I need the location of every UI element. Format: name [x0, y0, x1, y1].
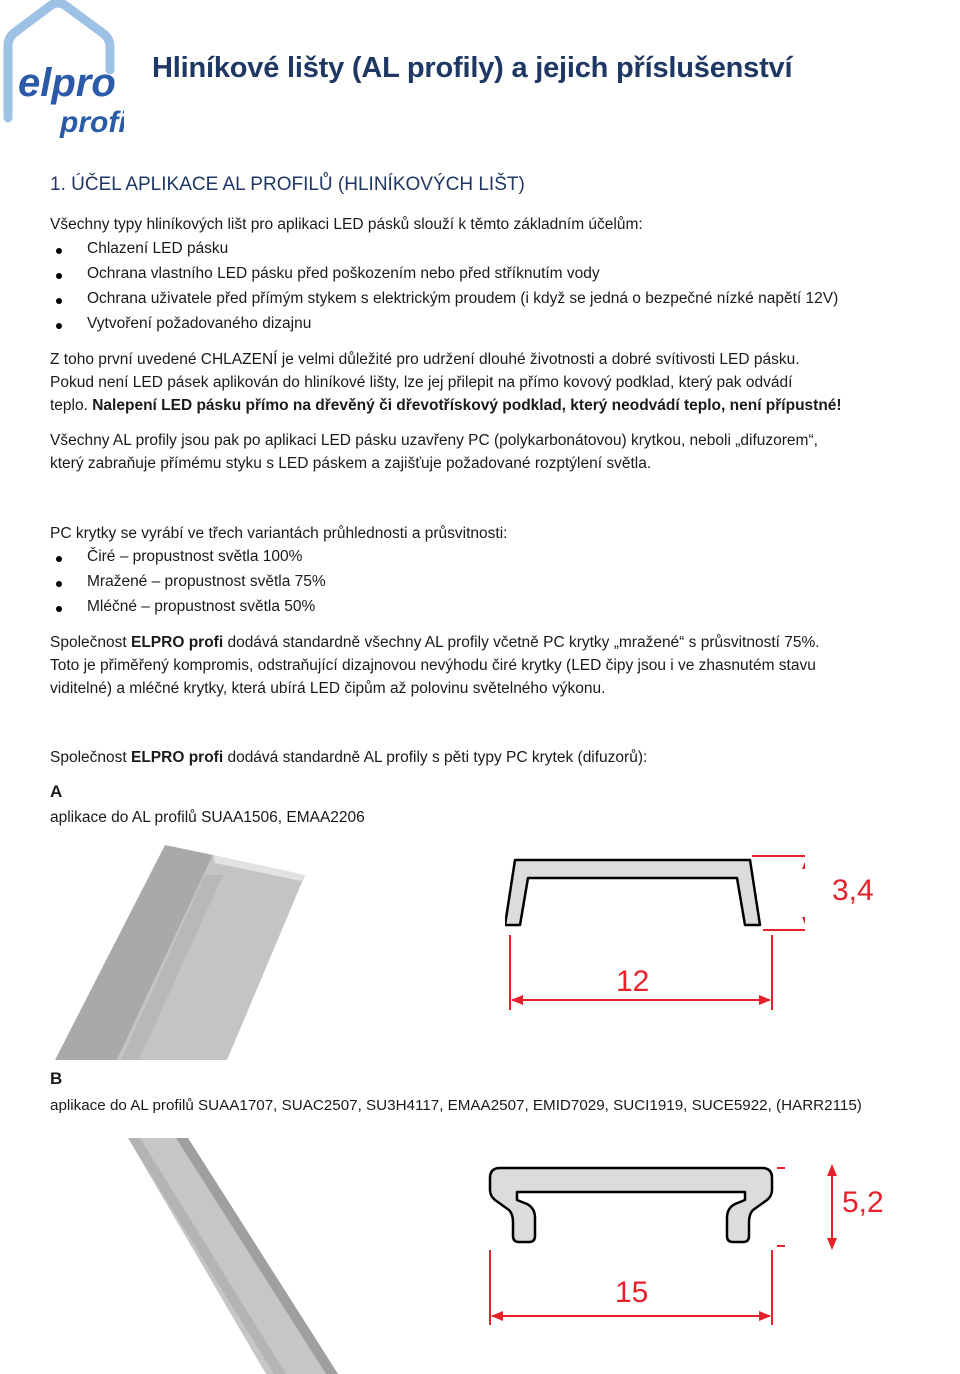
profile-shape	[490, 1168, 772, 1242]
arrow-icon	[802, 917, 805, 929]
cooling-warning: Nalepení LED pásku přímo na dřevěný či dřevotřískový podklad, který neodvádí teplo, není přípustné!	[92, 397, 842, 414]
cooling-paragraph-line: Z toho první uvedené CHLAZENÍ je velmi důležité pro udržení dlouhé životnosti a dobré svítivosti LED pásku.	[50, 351, 800, 368]
cover-paragraph-line: Všechny AL profily jsou pak po aplikaci LED pásku uzavřeny PC (polykarbonátovou) krytkou, neboli „difuzorem“,	[50, 432, 818, 449]
arrow-icon	[491, 1311, 503, 1321]
dimension-width-label: 12	[616, 965, 650, 998]
dimension-height-label: 5,2	[842, 1186, 884, 1219]
types-intro: Společnost ELPRO profi dodává standardně AL profily s pěti typy PC krytek (difuzorů):	[50, 749, 648, 766]
bullet-icon	[56, 556, 62, 562]
cover-type-letter: B	[50, 1069, 63, 1088]
page-title: Hliníkové lišty (AL profily) a jejich příslušenství	[152, 52, 793, 84]
bullet-icon	[56, 323, 62, 329]
variants-intro: PC krytky se vyrábí ve třech variantách průhlednosti a průsvitnosti:	[50, 525, 508, 542]
company-name: ELPRO profi	[131, 749, 224, 766]
arrow-icon	[802, 857, 805, 869]
section-heading: 1. ÚČEL APLIKACE AL PROFILŮ (HLINÍKOVÝCH LIŠT)	[50, 174, 525, 195]
cover-paragraph-line: který zabraňuje přímému styku s LED páskem a zajišťuje požadované rozptýlení světla.	[50, 455, 652, 472]
svg-text:elpro: elpro	[18, 61, 116, 105]
svg-text:profi: profi	[60, 106, 124, 139]
arrow-icon	[759, 995, 771, 1005]
elpro-profi-logo	[0, 0, 124, 140]
standard-paragraph-line: Toto je přiměřený kompromis, odstraňující dizajnovou nevýhodu čiré krytky (LED čipy jsou i ve zhasnutém stavu	[50, 657, 816, 674]
cover-type-letter: A	[50, 782, 63, 801]
cover-a-photo	[55, 845, 305, 1060]
bullet-icon	[56, 273, 62, 279]
arrow-icon	[827, 1164, 837, 1176]
cover-a-profile-diagram	[505, 850, 805, 1010]
company-name: ELPRO profi	[131, 634, 224, 651]
purposes-intro: Všechny typy hliníkových lišt pro aplikaci LED pásků slouží k těmto základním účelům:	[50, 216, 643, 233]
cover-b-photo	[128, 1138, 338, 1374]
cover-b-height-dimension	[822, 1162, 842, 1252]
arrow-icon	[759, 1311, 771, 1321]
bullet-icon	[56, 298, 62, 304]
dimension-height-label: 3,4	[832, 874, 874, 907]
arrow-icon	[827, 1238, 837, 1250]
cover-type-application: aplikace do AL profilů SUAA1506, EMAA2206	[50, 809, 365, 826]
bullet-icon	[56, 248, 62, 254]
profile-shape	[505, 860, 760, 925]
standard-paragraph-line: Společnost ELPRO profi dodává standardně všechny AL profily včetně PC krytky „mražené“ s průsvitností 75%.	[50, 634, 820, 651]
cooling-paragraph-line: Pokud není LED pásek aplikován do hliníkové lišty, lze jej přilepit na přímo kovový podklad, který pak odvádí	[50, 374, 793, 391]
cover-type-application: aplikace do AL profilů SUAA1707, SUAC2507, SU3H4117, EMAA2507, EMID7029, SUCI1919, SUCE5922, (HARR2115)	[50, 1097, 862, 1114]
cooling-paragraph-line: teplo. Nalepení LED pásku přímo na dřevěný či dřevotřískový podklad, který neodvádí teplo, není přípustné!	[50, 397, 842, 414]
arrow-icon	[511, 995, 523, 1005]
bullet-icon	[56, 581, 62, 587]
dimension-width-label: 15	[615, 1276, 649, 1309]
standard-paragraph-line: viditelné) a mléčné krytky, která ubírá LED čipům až polovinu světelného výkonu.	[50, 680, 606, 697]
bullet-icon	[56, 606, 62, 612]
